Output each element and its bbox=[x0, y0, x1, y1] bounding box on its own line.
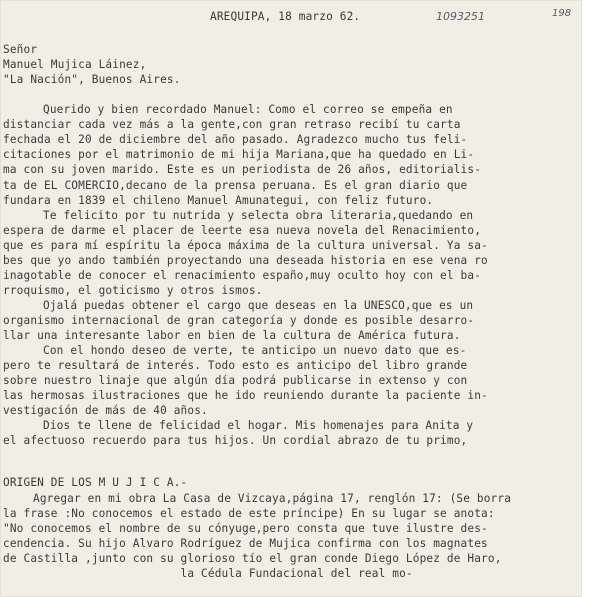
body-line: vestigación de más de 40 años. bbox=[3, 404, 208, 417]
body-line: sobre nuestro linaje que algún día podrá publicarse in extenso y con bbox=[3, 374, 468, 387]
section-line: la frase :No conocemos el estado de este príncipe) En su lugar se anota: bbox=[3, 507, 495, 520]
body-line: Dios te llene de felicidad el hogar. Mis homenajes para Anita y bbox=[43, 419, 474, 432]
body-line: distanciar cada vez más a la gente,con gran retraso recibí tu carta bbox=[3, 118, 461, 131]
body-line: citaciones por el matrimonio de mi hija Mariana,que ha quedado en Li- bbox=[3, 148, 475, 161]
section-line: cendencia. Su hijo Alvaro Rodríguez de Mujica confirma con los magnates bbox=[3, 537, 488, 550]
address-salutation: Señor bbox=[3, 43, 38, 56]
body-line: fundara en 1839 el chileno Manuel Amunategui, con feliz futuro. bbox=[3, 194, 434, 207]
body-line: rroquismo, el goticismo y otros ismos. bbox=[3, 284, 263, 297]
section-line: de Castilla ,junto con su glorioso tío el gran conde Diego López de Haro, bbox=[3, 552, 502, 565]
body-line: ta de EL COMERCIO,decano de la prensa peruana. Es el gran diario que bbox=[3, 179, 468, 192]
page-number: 198 bbox=[552, 8, 572, 19]
body-line: que es para mí espíritu la época máxima de la cultura universal. Ya sa- bbox=[3, 239, 488, 252]
body-line: el afectuoso recuerdo para tus hijos. Un cordial abrazo de tu primo, bbox=[3, 434, 468, 447]
section-line: la Cédula Fundacional del real mo- bbox=[3, 567, 413, 580]
address-name: Manuel Mujica Láinez, bbox=[3, 58, 147, 71]
body-line: inagotable de conocer el renacimiento españo,muy oculto hoy con el ba- bbox=[3, 269, 482, 282]
body-line: espera de darme el placer de leerte esa nueva novela del Renacimiento, bbox=[3, 224, 482, 237]
address-newspaper: "La Nación", Buenos Aires. bbox=[3, 73, 181, 86]
section-line: "No conocemos el nombre de su cónyuge,pero consta que tuve ilustre des- bbox=[3, 522, 488, 535]
body-line: Ojalá puedas obtener el cargo que deseas en la UNESCO,que es un bbox=[43, 299, 474, 312]
section-heading: ORIGEN DE LOS M U J I C A.- bbox=[3, 476, 188, 489]
body-line: Con el hondo deseo de verte, te anticipo un nuevo dato que es- bbox=[43, 344, 467, 357]
body-line: bes que yo ando también proyectando una deseada historia en ese vena ro bbox=[3, 254, 488, 267]
section-line: Agregar en mi obra La Casa de Vizcaya,página 17, renglón 17: (Se borra bbox=[33, 492, 512, 505]
body-line: Querido y bien recordado Manuel: Como el correo se empeña en bbox=[43, 103, 453, 116]
body-line: las hermosas ilustraciones que he ido reuniendo durante la paciente in- bbox=[3, 389, 488, 402]
body-line: Te felicito por tu nutrida y selecta obra literaria,quedando en bbox=[43, 209, 474, 222]
body-line: ma con su joven marido. Este es un periodista de 26 años, editorialis- bbox=[3, 163, 482, 176]
page-margin bbox=[582, 0, 600, 597]
body-line: fechada el 20 de diciembre del año pasado. Agradezco mucho tus feli- bbox=[3, 133, 468, 146]
body-line: organismo internacional de gran categoría y donde es posible desarro- bbox=[3, 314, 475, 327]
body-line: llar una interesante labor en bien de la cultura de América futura. bbox=[3, 329, 461, 342]
body-line: pero te resultará de interés. Todo esto es anticipo del libro grande bbox=[3, 359, 468, 372]
date-line: AREQUIPA, 18 marzo 62. bbox=[210, 10, 361, 23]
archive-number: 1093251 bbox=[436, 10, 485, 23]
